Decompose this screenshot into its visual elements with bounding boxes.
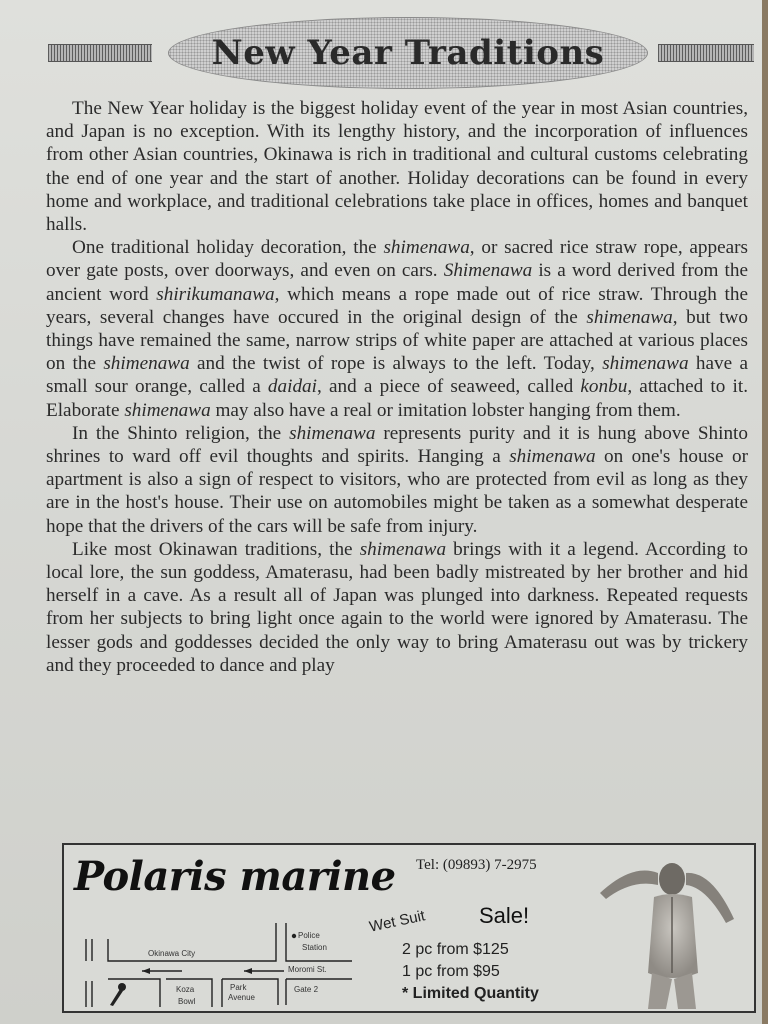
ad-sale-heading: Sale! [479, 903, 530, 928]
map-label-koza: Koza [176, 985, 195, 994]
map-label-okinawa-city: Okinawa City [148, 949, 196, 958]
map-label-park: Park [230, 983, 247, 992]
wetsuit-model-photo [592, 853, 748, 1009]
title-rule-left [48, 44, 152, 62]
map-label-moromi-st: Moromi St. [288, 965, 327, 974]
paragraph-1: The New Year holiday is the biggest holiday event of the year in most Asian countries, and Japan is no exception. With its lengthy history, and the incorporation of influences from other Asian countries, Okinawa is rich in traditional and cultural customs celebrating the end of one year and the start of another. Holiday decorations can be found in every home and workplace, and traditional celebrations take place in offices, homes and banquet halls. [46, 98, 748, 236]
paragraph-4: Like most Okinawan traditions, the shimenawa brings with it a legend. According to local lore, the sun goddess, Amaterasu, had been badly mistreated by her brother and hid herself in a cave. As a result all of Japan was plunged into darkness. Repeated requests from her subjects to bring light once again to the world were ignored by Amaterasu. The lesser gods and goddesses decided the only way to bring Amaterasu out was by trickery and they proceeded to dance and play [46, 538, 748, 676]
paragraph-3: In the Shinto religion, the shimenawa represents purity and it is hung above Shinto shrines to ward off evil thoughts and spirits. Hanging a shimenawa on one's house or apartment is also a sign of respect to visitors, who are protected from evil as long as they are in the host's house. Their use on automobiles might be taken as a somewhat desperate hope that the drivers of the cars will be safe from injury. [46, 422, 748, 537]
map-label-avenue: Avenue [228, 993, 255, 1002]
ad-offer-two-piece: 2 pc from $125 [402, 941, 509, 958]
ad-telephone: Tel: (09893) 7-2975 [416, 857, 537, 873]
ad-wet-suit: Wet Suit [367, 907, 427, 936]
ad-offer-one-piece: 1 pc from $95 [402, 963, 500, 980]
map-roads [72, 909, 362, 1007]
ad-location-map [72, 909, 362, 1007]
map-label-gate-2: Gate 2 [294, 985, 319, 994]
title-rule-right [658, 44, 754, 62]
polaris-marine-ad [62, 843, 756, 1013]
article-title: New Year Traditions [211, 33, 605, 73]
map-label-police: Police [298, 931, 320, 940]
article-body [46, 97, 748, 677]
title-banner [168, 17, 648, 89]
paragraph-2: One traditional holiday decoration, the shimenawa, or sacred rice straw rope, appears over gate posts, over doorways, and even on cars. Shimenawa is a word derived from the ancient word shirikumanawa, which means a rope made out of rice straw. Through the years, several changes have occured in the original design of the shimenawa, but two things have remained the same, narrow strips of white paper are attached at various places on the shimenawa and the twist of rope is always to the left. Today, shimenawa have a small sour orange, called a daidai, and a piece of seaweed, called konbu, attached to it. Elaborate shimenawa may also have a real or imitation lobster hanging from them. [46, 237, 749, 421]
map-label-station: Station [302, 943, 327, 952]
ad-offer-limited: * Limited Quantity [402, 985, 539, 1002]
ad-brand-logo: Polaris marine [74, 853, 396, 900]
map-label-bowl: Bowl [178, 997, 196, 1006]
